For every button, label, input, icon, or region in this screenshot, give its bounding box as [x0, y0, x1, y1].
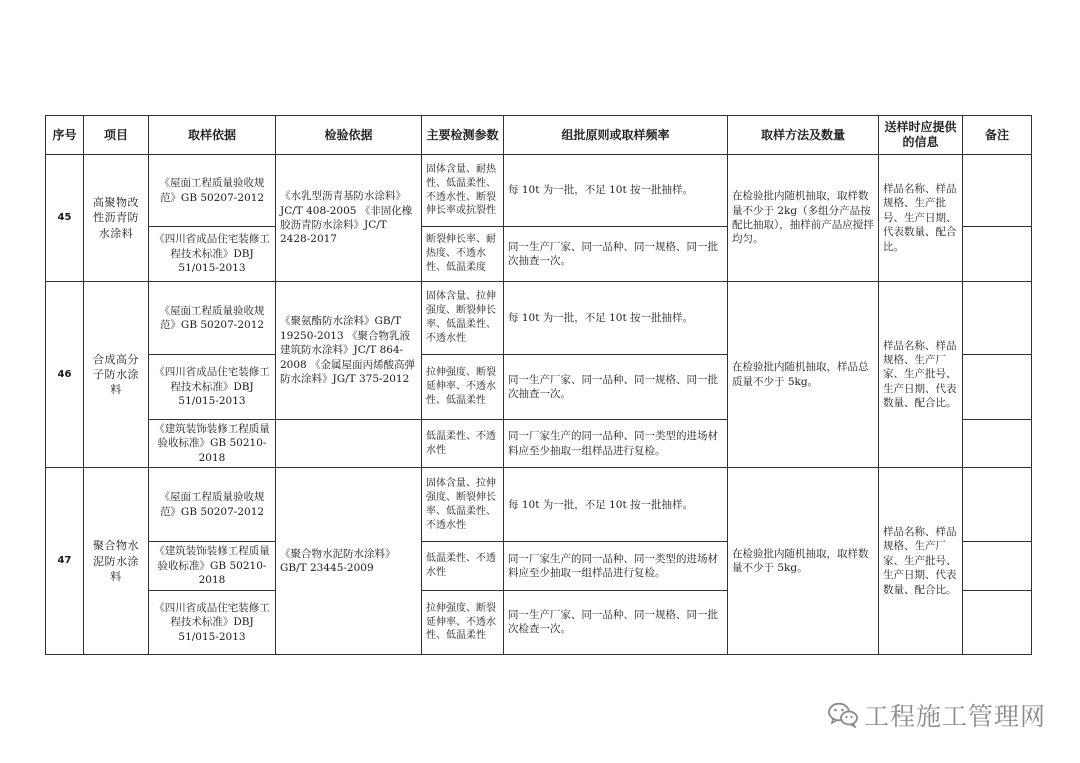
row-method: 在检验批内随机抽取，取样数量不少于 5kg。 [728, 468, 879, 654]
row-parameters: 低温柔性、不透水性 [422, 542, 504, 590]
row-sampling-basis: 《屋面工程质量验收规范》GB 50207-2012 [149, 155, 276, 227]
row-sampling-basis: 《建筑装饰装修工程质量验收标准》GB 50210-2018 [149, 420, 276, 468]
row-inspection-basis: 《聚氨酯防水涂料》GB/T 19250-2013 《聚合物乳液建筑防水涂料》JC/T 864-2008 《金属屋面丙烯酸高弹防水涂料》JG/T 375-2012 [276, 282, 422, 420]
table-row [46, 282, 1032, 355]
row-parameters: 拉伸强度、断裂延伸率、不透水性、低温柔性 [422, 355, 504, 420]
row-remarks [963, 155, 1032, 227]
row-remarks [963, 590, 1032, 654]
row-sampling-basis: 《屋面工程质量验收规范》GB 50207-2012 [149, 468, 276, 542]
row-index: 45 [46, 155, 84, 282]
row-project: 合成高分子防水涂料 [84, 282, 149, 468]
row-parameters: 固体含量、拉伸强度、断裂伸长率、低温柔性、不透水性 [422, 468, 504, 542]
row-index: 47 [46, 468, 84, 654]
row-index: 46 [46, 282, 84, 468]
col-batching-header: 组批原则或取样频率 [504, 116, 728, 155]
col-remarks-header: 备注 [963, 116, 1032, 155]
table-header-row [46, 116, 1032, 155]
col-sampling-basis-header: 取样依据 [149, 116, 276, 155]
watermark [828, 697, 1046, 733]
row-info: 样品名称、样品规格、生产批号、生产日期、代表数量、配合比。 [879, 155, 963, 282]
row-sampling-basis: 《四川省成品住宅装修工程技术标准》DBJ 51/015-2013 [149, 227, 276, 282]
col-project-header: 项目 [84, 116, 149, 155]
row-sampling-basis: 《四川省成品住宅装修工程技术标准》DBJ 51/015-2013 [149, 590, 276, 654]
watermark-text: 工程施工管理网 [863, 702, 1046, 731]
row-sampling-basis: 《四川省成品住宅装修工程技术标准》DBJ 51/015-2013 [149, 355, 276, 420]
row-project: 高聚物改性沥青防水涂料 [84, 155, 149, 282]
row-batching: 每 10t 为一批，不足 10t 按一批抽样。 [504, 468, 728, 542]
row-remarks [963, 542, 1032, 590]
row-sampling-basis: 《建筑装饰装修工程质量验收标准》GB 50210-2018 [149, 542, 276, 590]
row-parameters: 拉伸强度、断裂延伸率、不透水性、低温柔性 [422, 590, 504, 654]
col-parameters-header: 主要检测参数 [422, 116, 504, 155]
row-batching: 同一生产厂家、同一品种、同一规格、同一批次检查一次。 [504, 590, 728, 654]
row-sampling-basis: 《屋面工程质量验收规范》GB 50207-2012 [149, 282, 276, 355]
row-parameters: 低温柔性、不透水性 [422, 420, 504, 468]
row-inspection-basis-empty [276, 420, 422, 468]
row-remarks [963, 420, 1032, 468]
table-row [46, 155, 1032, 227]
row-remarks [963, 282, 1032, 355]
row-parameters: 固体含量、拉伸强度、断裂伸长率、低温柔性、不透水性 [422, 282, 504, 355]
row-inspection-basis: 《聚合物水泥防水涂料》GB/T 23445-2009 [276, 468, 422, 654]
row-batching: 同一厂家生产的同一品种、同一类型的进场材料应至少抽取一组样品进行复检。 [504, 420, 728, 468]
row-parameters: 断裂伸长率、耐热度、不透水性、低温柔度 [422, 227, 504, 282]
row-batching: 同一厂家生产的同一品种、同一类型的进场材料应至少抽取一组样品进行复检。 [504, 542, 728, 590]
row-batching: 同一生产厂家、同一品种、同一规格、同一批次抽查一次。 [504, 227, 728, 282]
table-row [46, 468, 1032, 542]
row-info: 样品名称、样品规格、生产厂家、生产批号、生产日期、代表数量、配合比。 [879, 282, 963, 468]
row-remarks [963, 227, 1032, 282]
row-batching: 每 10t 为一批，不足 10t 按一批抽样。 [504, 282, 728, 355]
row-batching: 每 10t 为一批，不足 10t 按一批抽样。 [504, 155, 728, 227]
row-remarks [963, 355, 1032, 420]
sampling-spec-table [45, 115, 1032, 655]
col-info-header: 送样时应提供的信息 [879, 116, 963, 155]
row-remarks [963, 468, 1032, 542]
row-method: 在检验批内随机抽取，样品总质量不少于 5kg。 [728, 282, 879, 468]
row-batching: 同一生产厂家、同一品种、同一规格、同一批次抽查一次。 [504, 355, 728, 420]
row-method: 在检验批内随机抽取，取样数量不少于 2kg（多组分产品按配比抽取），抽样前产品应搅拌均匀。 [728, 155, 879, 282]
col-inspection-basis-header: 检验依据 [276, 116, 422, 155]
row-project: 聚合物水泥防水涂料 [84, 468, 149, 654]
row-parameters: 固体含量、耐热性、低温柔性、不透水性、断裂伸长率或抗裂性 [422, 155, 504, 227]
row-info: 样品名称、样品规格、生产厂家、生产批号、生产日期、代表数量、配合比。 [879, 468, 963, 654]
col-index-header: 序号 [46, 116, 84, 155]
col-method-header: 取样方法及数量 [728, 116, 879, 155]
row-inspection-basis: 《水乳型沥青基防水涂料》JC/T 408-2005 《非固化橡胶沥青防水涂料》JC/T 2428-2017 [276, 155, 422, 282]
wechat-icon [828, 702, 858, 728]
